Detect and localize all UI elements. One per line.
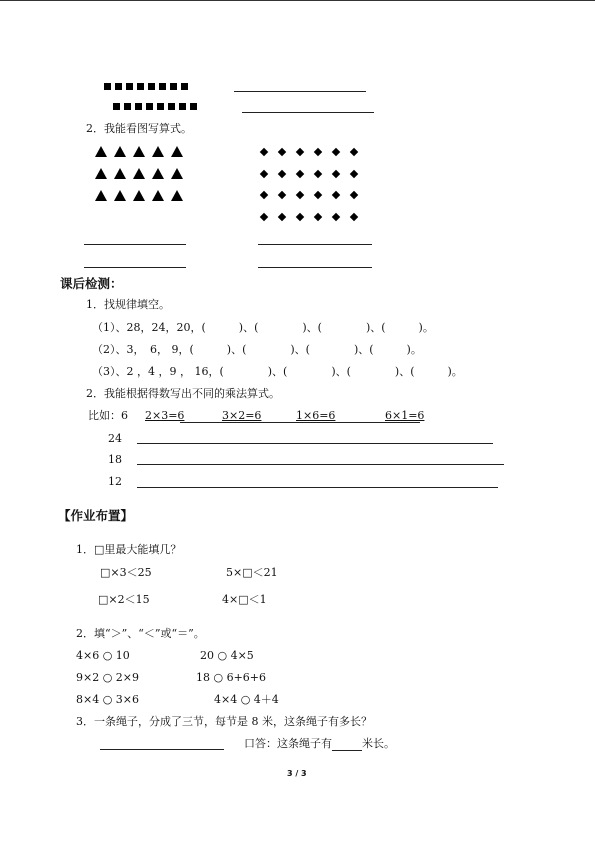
oral-answer bbox=[244, 737, 395, 751]
target-number: 18 bbox=[108, 453, 122, 466]
example-equation: 2×3=6 bbox=[145, 409, 185, 422]
answer-line[interactable] bbox=[258, 244, 372, 245]
answer-line[interactable] bbox=[242, 112, 374, 113]
compare-item: 18 ○ 6+6+6 bbox=[196, 671, 267, 684]
compare-item: 8×4 ○ 3×6 bbox=[76, 693, 140, 706]
compare-item: 9×2 ○ 2×9 bbox=[76, 671, 140, 684]
question-label: 2．填“＞”、“＜”或“＝”。 bbox=[76, 627, 205, 640]
sequence-row-2: （2）、3， 6， 9，( )、( )、( )、( )。 bbox=[92, 343, 422, 356]
compare-item: 20 ○ 4×5 bbox=[200, 649, 254, 662]
answer-line[interactable] bbox=[137, 443, 493, 444]
answer-line[interactable] bbox=[137, 464, 504, 465]
inequality-item: 5×□＜21 bbox=[226, 566, 278, 579]
compare-item: 4×6 ○ 10 bbox=[76, 649, 130, 662]
answer-line[interactable] bbox=[258, 267, 372, 268]
answer-suffix: 米长。 bbox=[362, 737, 395, 750]
question-label: 1．□里最大能填几？ bbox=[76, 543, 182, 556]
answer-line[interactable] bbox=[137, 487, 498, 488]
example-equation: 1×6=6 bbox=[296, 409, 336, 422]
example-equation: 6×1=6 bbox=[385, 409, 425, 422]
example-underline bbox=[180, 422, 420, 423]
example-prefix: 比如：6 bbox=[88, 409, 128, 422]
compare-item: 4×4 ○ 4＋4 bbox=[214, 693, 279, 706]
inequality-item: □×3＜25 bbox=[100, 566, 152, 579]
example-equation: 3×2=6 bbox=[222, 409, 262, 422]
inequality-item: 4×□＜1 bbox=[222, 593, 267, 606]
question-label: 2．我能根据得数写出不同的乘法算式。 bbox=[86, 387, 280, 400]
answer-line[interactable] bbox=[234, 91, 366, 92]
target-number: 12 bbox=[108, 475, 122, 488]
answer-line[interactable] bbox=[84, 267, 186, 268]
section-heading: 课后检测： bbox=[60, 276, 123, 291]
question-label: 1．找规律填空。 bbox=[86, 298, 170, 311]
inequality-item: □×2＜15 bbox=[98, 593, 150, 606]
answer-prefix: 口答：这条绳子有 bbox=[244, 737, 332, 750]
page-number: 3 / 3 bbox=[287, 769, 307, 778]
sequence-row-3: （3）、2 ，4 ，9 ， 16，( )、( )、( )、( )。 bbox=[92, 365, 463, 378]
answer-line[interactable] bbox=[84, 244, 186, 245]
target-number: 24 bbox=[108, 432, 122, 445]
page-top-border bbox=[0, 0, 595, 1]
question-label: 2．我能看图写算式。 bbox=[86, 122, 192, 135]
answer-line[interactable] bbox=[100, 749, 224, 750]
answer-blank[interactable] bbox=[332, 739, 362, 751]
section-heading: 【作业布置】 bbox=[58, 508, 134, 523]
sequence-row-1: （1）、28，24，20，( )、( )、( )、( )。 bbox=[92, 321, 434, 334]
question-label: 3．一条绳子，分成了三节，每节是 8 米，这条绳子有多长？ bbox=[76, 715, 372, 728]
